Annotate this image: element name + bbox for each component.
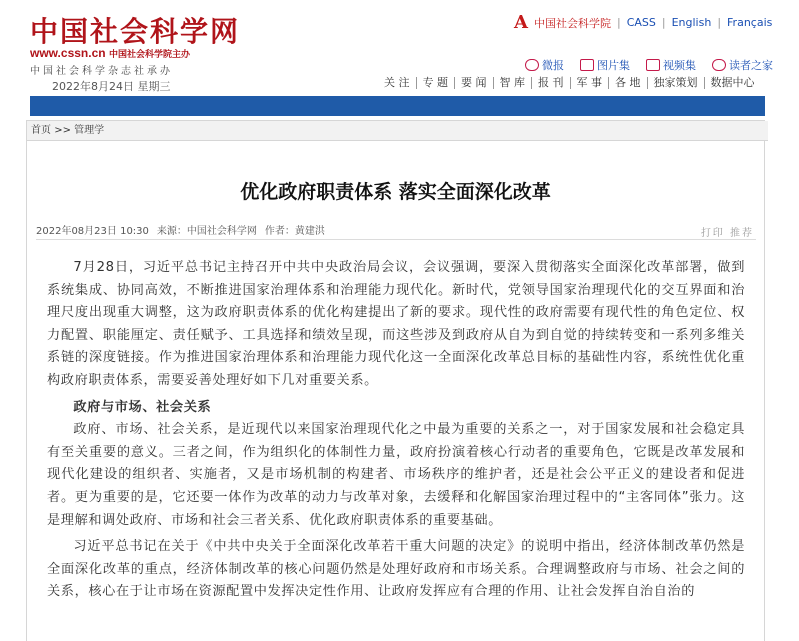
nav-item-thinktank[interactable]: 智 库 [493, 77, 532, 89]
current-date: 2022年8月24日 星期三 [52, 80, 171, 93]
nav-item-data[interactable]: 数据中心 [704, 77, 761, 89]
article-body [47, 257, 745, 608]
article-meta [36, 222, 325, 237]
divider: | [661, 16, 666, 29]
nav-item-follow[interactable]: 关 注 [384, 76, 410, 89]
site-subtitle: 中国社会科学杂志社承办 [30, 66, 173, 77]
site-header [0, 0, 799, 96]
nav-item-journals[interactable]: 报 刊 [531, 77, 570, 89]
video-icon [646, 59, 660, 71]
weibao-label: 微报 [542, 59, 564, 72]
blue-banner [30, 96, 765, 116]
weibao-link[interactable] [525, 57, 564, 73]
video-link[interactable] [646, 57, 696, 73]
article-source: 来源：中国社会科学网 [156, 226, 257, 237]
nav-item-military[interactable]: 军 事 [570, 77, 609, 89]
site-logo[interactable]: 中国社会科学网 [30, 15, 241, 48]
main-nav [378, 77, 761, 89]
article-title: 优化政府职责体系 落实全面深化改革 [240, 181, 551, 203]
article-paragraph: 习近平总书记在关于《中共中央关于全面深化改革若干重大问题的决定》的说明中指出，经济体制改革仍然是全面深化改革的重点，经济体制改革的核心问题仍然是处理好政府和市场关系。合理调整政府与市场、社会之间的关系，核心在于让市场在资源配置中发挥决定性作用、让政府发挥应有合理的作用、让社会发挥自治自治的 [47, 539, 745, 600]
divider: | [717, 16, 722, 29]
divider: | [616, 16, 621, 29]
nav-item-topics[interactable]: 专 题 [416, 77, 455, 89]
article-tools[interactable]: 打印 推荐 [700, 228, 754, 239]
picture-link[interactable] [580, 57, 630, 73]
breadcrumb-home[interactable]: 首页 [31, 125, 51, 136]
site-url-text: www.cssn.cn [30, 46, 106, 60]
top-links [514, 12, 772, 33]
article-author: 作者：黄建洪 [264, 226, 325, 237]
picture-icon [580, 59, 594, 71]
breadcrumb-section[interactable]: 管理学 [74, 125, 105, 136]
article-container [26, 120, 765, 641]
article-subheading: 政府与市场、社会关系 [73, 399, 212, 415]
breadcrumb-separator: >> [54, 125, 71, 136]
site-url-note: 中国社会科学院主办 [108, 49, 190, 59]
weibao-icon [525, 59, 539, 71]
reader-link[interactable] [712, 57, 773, 73]
english-link[interactable]: English [671, 16, 712, 29]
video-label: 视频集 [663, 59, 696, 72]
nav-item-news[interactable]: 要 闻 [454, 77, 493, 89]
francais-link[interactable]: Français [727, 16, 773, 29]
media-links [525, 57, 773, 73]
breadcrumb [27, 121, 768, 141]
reader-icon [712, 59, 726, 71]
article-datetime: 2022年08月23日 10:30 [36, 226, 149, 237]
article-paragraph: 政府、市场、社会关系，是近现代以来国家治理现代化之中最为重要的关系之一，对于国家发展和社会稳定具有至关重要的意义。三者之间，作为组织化的体制性力量，政府扮演着核心行动者的重要角色，它既是改革发展和现代化建设的组织者、实施者，又是市场机制的构建者、市场秩序的维护者，还是社会公平正义的建设者和促进者。更为重要的是，它还要一体作为改革的动力与改革对象，去缓释和化解国家治理过程中的“主客同体”张力。这是理解和调处政府、市场和社会三者关系、优化政府职责体系的重要基础。 [47, 422, 745, 528]
divider [36, 239, 756, 240]
picture-label: 图片集 [597, 59, 630, 72]
nav-item-regions[interactable]: 各 地 [608, 77, 647, 89]
site-url [30, 46, 190, 60]
cass-cn-link[interactable]: 中国社会科学院 [533, 16, 611, 30]
reader-label: 读者之家 [729, 59, 773, 72]
cass-link[interactable]: CASS [626, 16, 656, 29]
cass-logo-icon: A [514, 12, 528, 33]
article-paragraph: 7月28日，习近平总书记主持召开中共中央政治局会议，会议强调，要深入贯彻落实全面深化改革部署，做到系统集成、协同高效，不断推进国家治理体系和治理能力现代化。新时代，党领导国家治理现代化的交互界面和治理尺度出现重大调整，这为政府职责体系的优化构建提出了新的要求。现代性的政府需要有现代性的角色定位、权力配置、职能厘定、责任赋予、工具选择和绩效呈现，而这些涉及到政府从自为到自觉的持续转变和一系列多维关系链的深度链接。作为推进国家治理体系和治理能力现代化这一全面深化改革总目标的基础性内容，系统性优化重构政府职责体系，需要妥善处理好如下几对重要关系。 [47, 260, 745, 388]
nav-item-exclusive[interactable]: 独家策划 [647, 77, 704, 89]
